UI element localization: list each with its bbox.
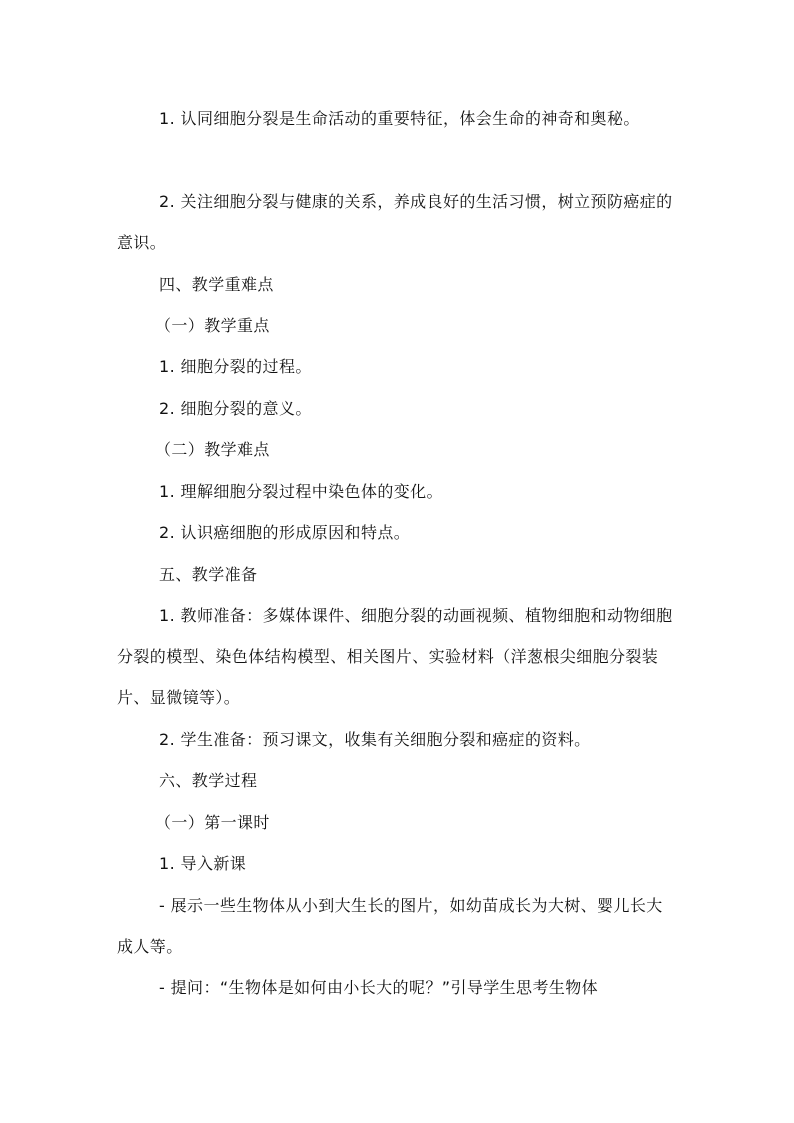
subsection-heading-first-lesson: （一）第一课时 bbox=[155, 813, 270, 832]
subsection-heading-focus: （一）教学重点 bbox=[155, 316, 270, 335]
student-preparation-paragraph: 2. 学生准备：预习课文，收集有关细胞分裂和癌症的资料。 bbox=[159, 730, 591, 749]
section-heading-key-points: 四、教学重难点 bbox=[159, 275, 274, 294]
objective-paragraph-1: 1. 认同细胞分裂是生命活动的重要特征，体会生命的神奇和奥秘。 bbox=[159, 109, 640, 128]
difficulty-item-2: 2. 认识癌细胞的形成原因和特点。 bbox=[159, 523, 411, 542]
section-heading-preparation: 五、教学准备 bbox=[159, 565, 258, 584]
objective-paragraph-2: 2. 关注细胞分裂与健康的关系，养成良好的生活习惯，树立预防癌症的意识。 bbox=[117, 192, 673, 252]
bullet-question: - 提问：“生物体是如何由小长大的呢？”引导学生思考生物体 bbox=[159, 978, 599, 997]
focus-item-1: 1. 细胞分裂的过程。 bbox=[159, 357, 312, 376]
bullet-show-pictures: - 展示一些生物体从小到大生长的图片，如幼苗成长为大树、婴儿长大成人等。 bbox=[117, 896, 663, 956]
difficulty-item-1: 1. 理解细胞分裂过程中染色体的变化。 bbox=[159, 482, 443, 501]
focus-item-2: 2. 细胞分裂的意义。 bbox=[159, 399, 312, 418]
teacher-preparation-paragraph: 1. 教师准备：多媒体课件、细胞分裂的动画视频、植物细胞和动物细胞分裂的模型、染色体结构模型、相关图片、实验材料（洋葱根尖细胞分裂装片、显微镜等）。 bbox=[117, 606, 673, 707]
subsection-heading-difficulty: （二）教学难点 bbox=[155, 440, 270, 459]
step-heading-introduction: 1. 导入新课 bbox=[159, 854, 247, 873]
section-heading-process: 六、教学过程 bbox=[159, 771, 258, 790]
